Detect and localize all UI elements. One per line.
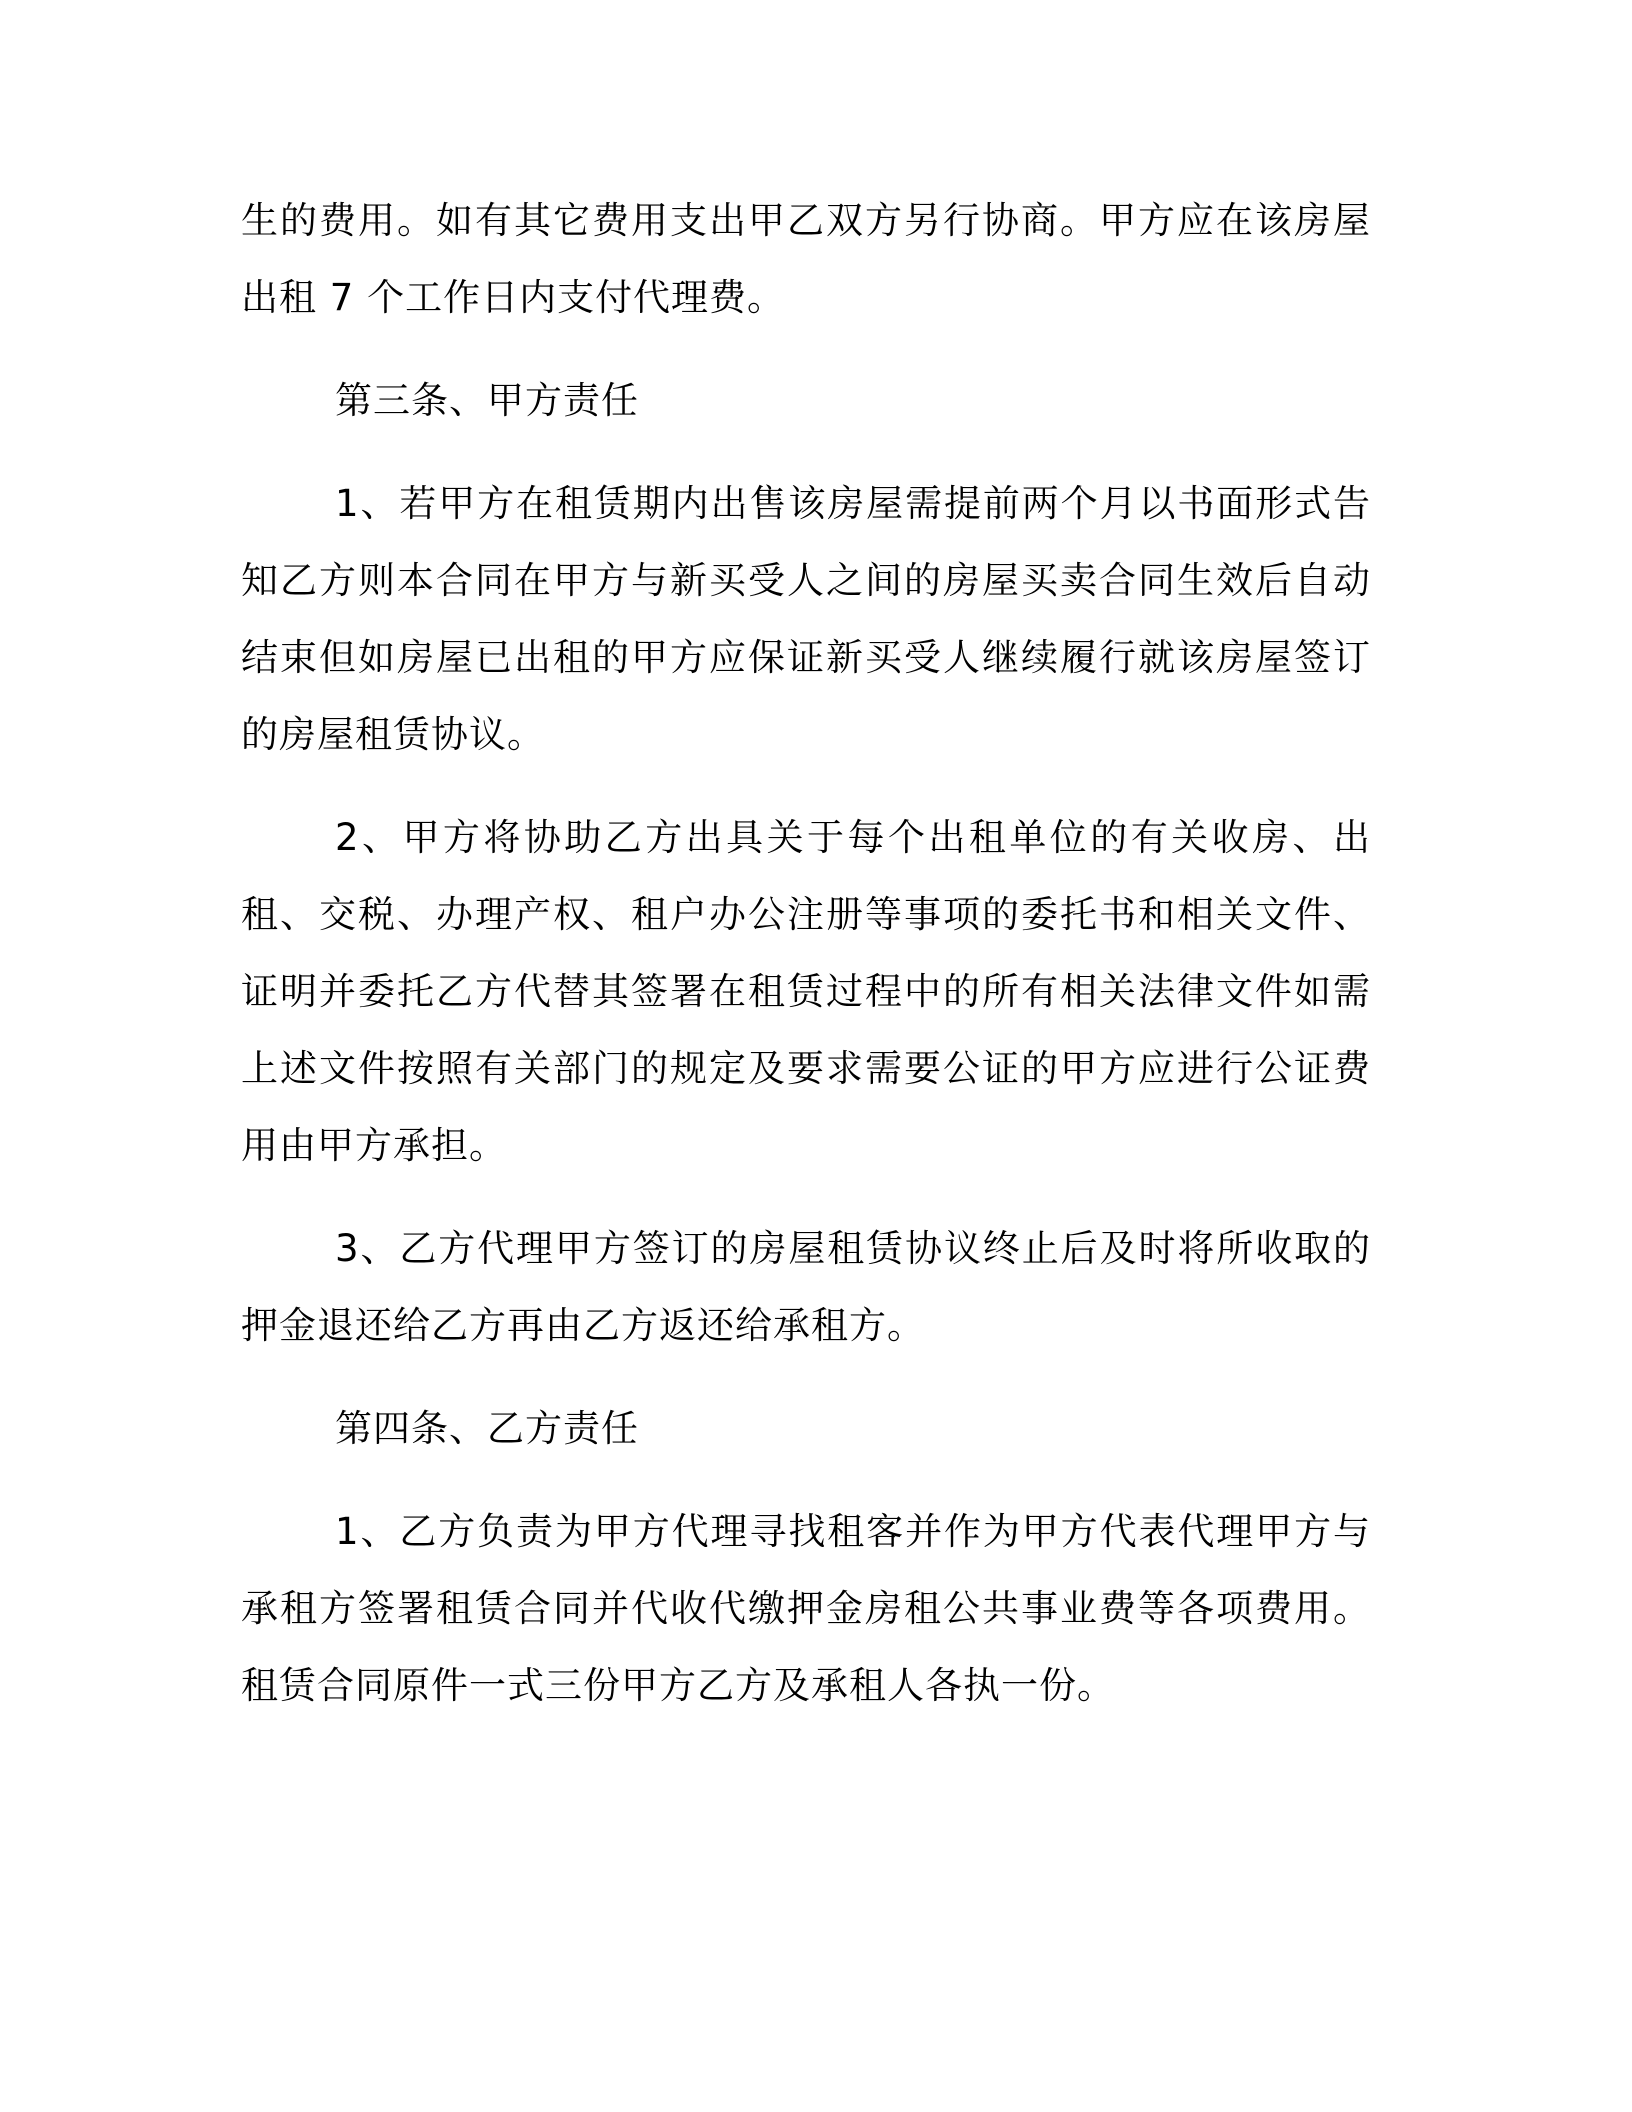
paragraph-party-a-clause-3: 3、乙方代理甲方签订的房屋租赁协议终止后及时将所收取的押金退还给乙方再由乙方返还给承租方。 (241, 1227, 1371, 1347)
section-heading-party-a-duties: 第三条、甲方责任 (335, 379, 639, 422)
paragraph-party-a-clause-2: 2、甲方将协助乙方出具关于每个出租单位的有关收房、出租、交税、办理产权、租户办公注册等事项的委托书和相关文件、证明并委托乙方代替其签署在租赁过程中的所有相关法律文件如需上述文件按照有关部门的规定及要求需要公证的甲方应进行公证费用由甲方承担。 (241, 816, 1371, 1167)
paragraph-party-b-clause-1: 1、乙方负责为甲方代理寻找租客并作为甲方代表代理甲方与承租方签署租赁合同并代收代缴押金房租公共事业费等各项费用。租赁合同原件一式三份甲方乙方及承租人各执一份。 (241, 1510, 1371, 1707)
paragraph-party-a-clause-1: 1、若甲方在租赁期内出售该房屋需提前两个月以书面形式告知乙方则本合同在甲方与新买受人之间的房屋买卖合同生效后自动结束但如房屋已出租的甲方应保证新买受人继续履行就该房屋签订的房屋租赁协议。 (241, 482, 1371, 756)
section-heading-party-b-duties: 第四条、乙方责任 (335, 1407, 639, 1450)
paragraph-fee-continuation: 生的费用。如有其它费用支出甲乙双方另行协商。甲方应在该房屋出租 7 个工作日内支付代理费。 (241, 199, 1371, 319)
document-body (241, 182, 1371, 1750)
